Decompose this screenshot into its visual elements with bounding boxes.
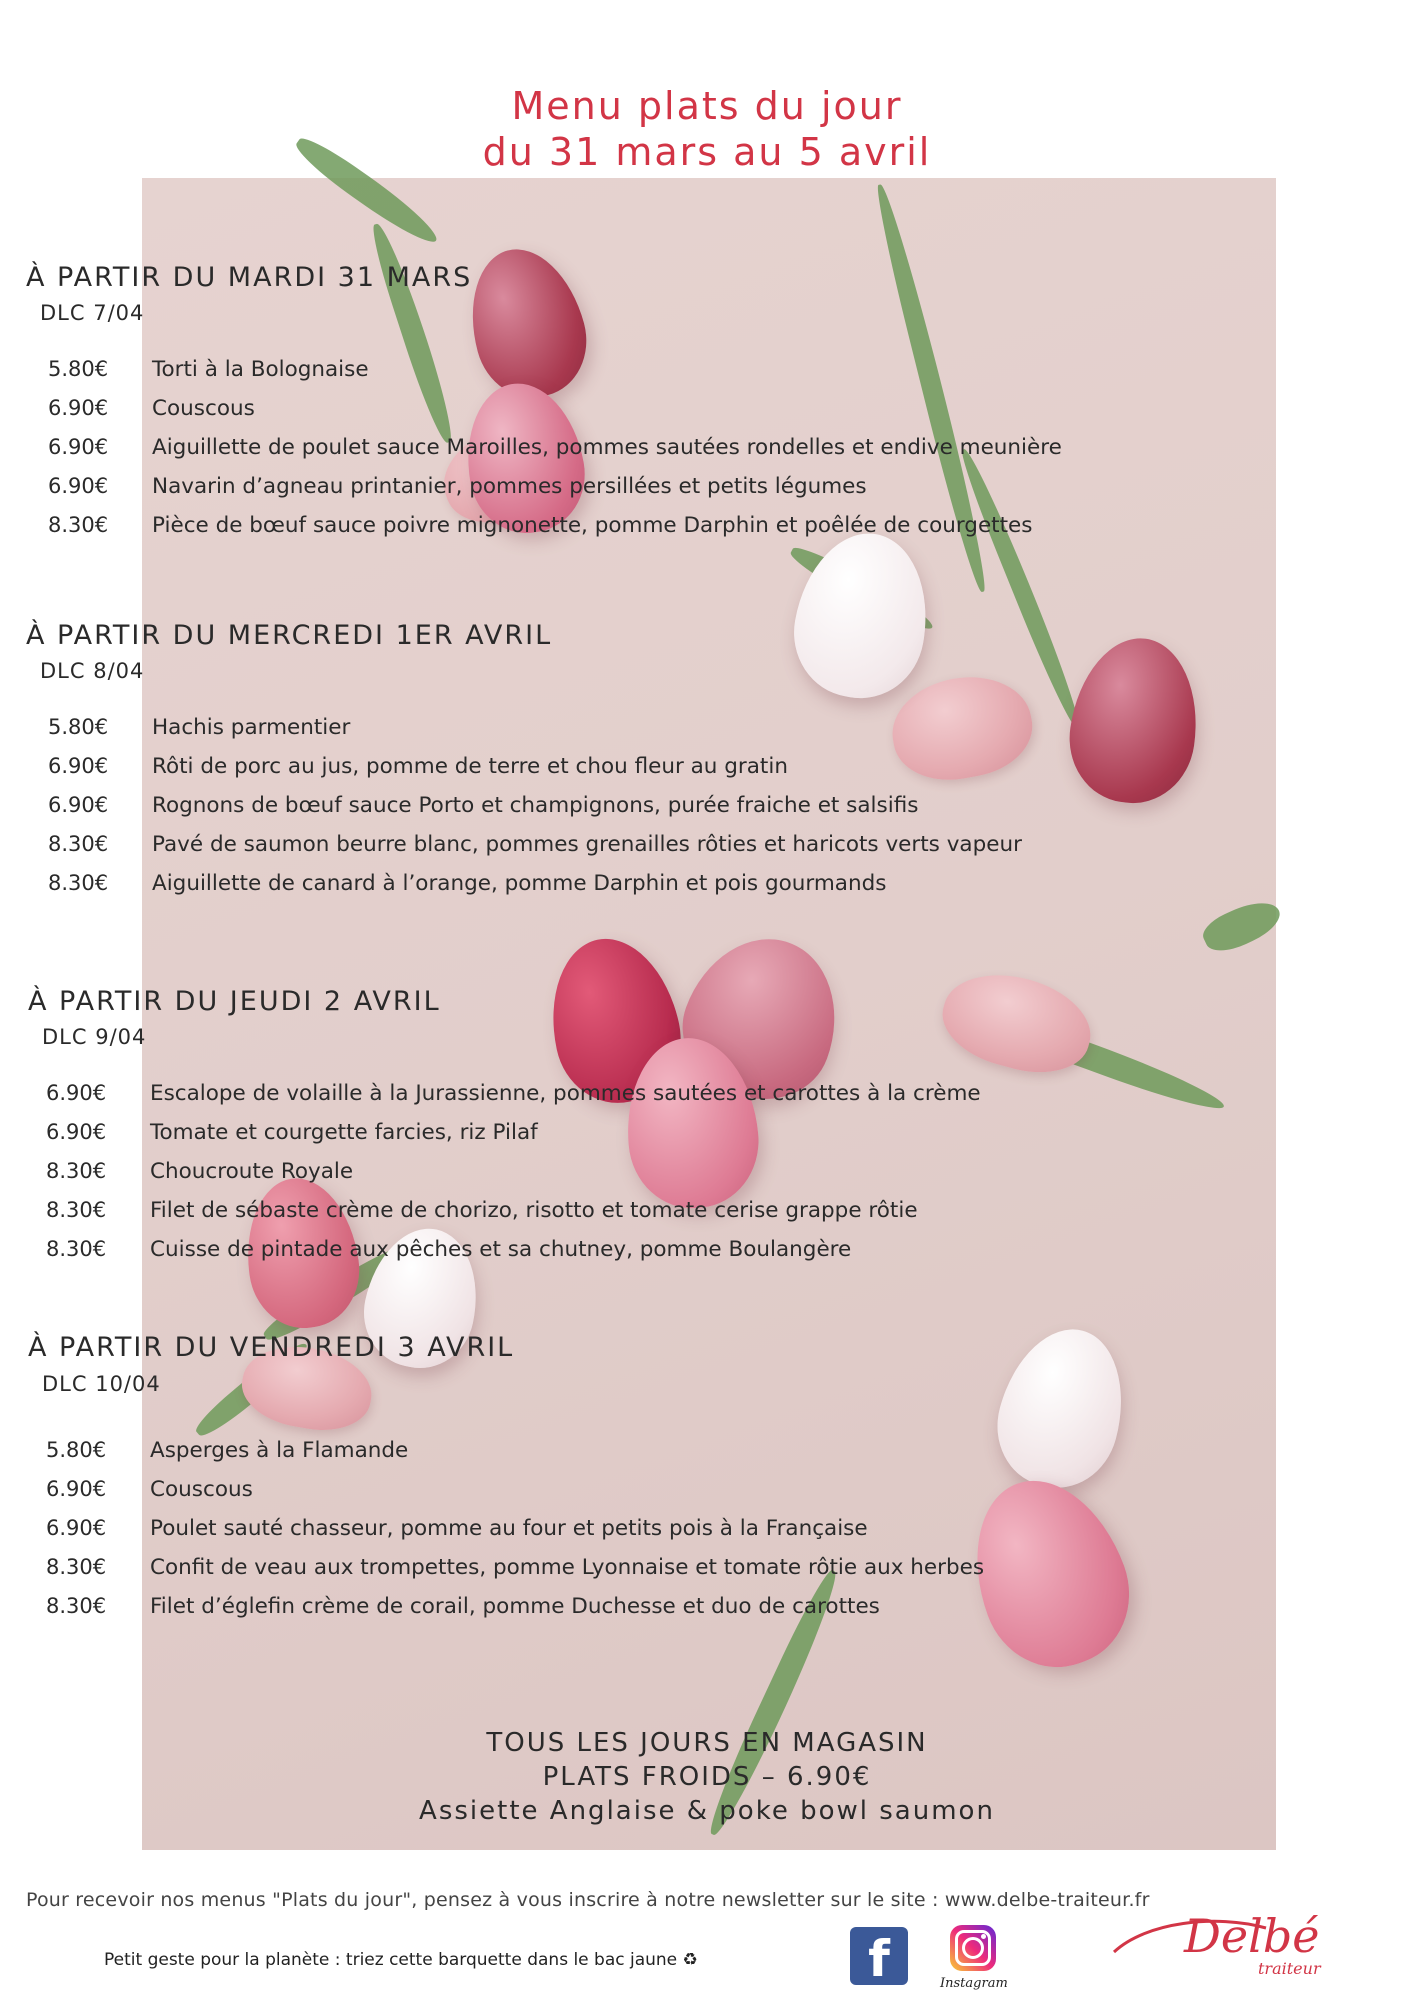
item-dish: Pavé de saumon beurre blanc, pommes grenailles rôties et haricots verts vapeur <box>152 832 1022 857</box>
item-dish: Couscous <box>152 396 255 421</box>
menu-title: Menu plats du jour <box>511 84 903 128</box>
item-price: 8.30€ <box>48 871 109 895</box>
logo-wordmark: Delbé <box>1184 1909 1320 1963</box>
item-price: 8.30€ <box>46 1555 107 1579</box>
item-price: 6.90€ <box>48 793 109 817</box>
item-dish: Asperges à la Flamande <box>150 1438 409 1463</box>
item-price: 6.90€ <box>48 474 109 498</box>
item-price: 8.30€ <box>46 1198 107 1222</box>
item-price: 5.80€ <box>46 1438 107 1462</box>
item-dish: Couscous <box>150 1477 253 1502</box>
item-dish: Choucroute Royale <box>150 1159 354 1184</box>
item-price: 6.90€ <box>46 1081 107 1105</box>
item-dish: Torti à la Bolognaise <box>152 357 369 382</box>
dlc-label: DLC 9/04 <box>42 1025 147 1049</box>
item-dish: Escalope de volaille à la Jurassienne, pommes sautées et carottes à la crème <box>150 1081 981 1106</box>
item-price: 6.90€ <box>46 1120 107 1144</box>
everyday-heading: TOUS LES JOURS EN MAGASIN <box>486 1728 928 1758</box>
item-dish: Filet d’églefin crème de corail, pomme Duchesse et duo de carottes <box>150 1594 880 1619</box>
item-dish: Confit de veau aux trompettes, pomme Lyonnaise et tomate rôtie aux herbes <box>150 1555 985 1580</box>
instagram-icon[interactable] <box>950 1925 996 1971</box>
newsletter-text: Pour recevoir nos menus "Plats du jour", pensez à vous inscrire à notre newsletter sur le site : www.delbe-traiteur.fr <box>26 1889 1150 1911</box>
section-heading: À PARTIR DU JEUDI 2 AVRIL <box>28 986 441 1017</box>
item-price: 6.90€ <box>46 1516 107 1540</box>
logo-subtext: traiteur <box>1258 1959 1321 1978</box>
section-heading: À PARTIR DU MARDI 31 MARS <box>26 262 473 293</box>
item-dish: Aiguillette de canard à l’orange, pomme Darphin et pois gourmands <box>152 871 887 896</box>
item-dish: Tomate et courgette farcies, riz Pilaf <box>150 1120 538 1145</box>
item-price: 8.30€ <box>48 513 109 537</box>
item-dish: Filet de sébaste crème de chorizo, risotto et tomate cerise grappe rôtie <box>150 1198 918 1223</box>
item-price: 8.30€ <box>46 1237 107 1261</box>
section-heading: À PARTIR DU VENDREDI 3 AVRIL <box>28 1332 515 1363</box>
item-price: 8.30€ <box>46 1594 107 1618</box>
dlc-label: DLC 7/04 <box>40 301 145 325</box>
dlc-label: DLC 10/04 <box>42 1372 161 1396</box>
recycle-notice: Petit geste pour la planète : triez cette barquette dans le bac jaune ♻ <box>104 1950 698 1970</box>
item-dish: Pièce de bœuf sauce poivre mignonette, pomme Darphin et poêlée de courgettes <box>152 513 1033 538</box>
item-dish: Poulet sauté chasseur, pomme au four et petits pois à la Française <box>150 1516 868 1541</box>
item-price: 6.90€ <box>48 396 109 420</box>
menu-date-range: du 31 mars au 5 avril <box>482 130 932 174</box>
item-dish: Cuisse de pintade aux pêches et sa chutney, pomme Boulangère <box>150 1237 852 1262</box>
item-dish: Rôti de porc au jus, pomme de terre et chou fleur au gratin <box>152 754 788 779</box>
item-price: 6.90€ <box>48 435 109 459</box>
item-dish: Hachis parmentier <box>152 715 351 740</box>
everyday-block <box>0 1726 1414 1828</box>
item-price: 8.30€ <box>46 1159 107 1183</box>
item-price: 5.80€ <box>48 715 109 739</box>
item-dish: Navarin d’agneau printanier, pommes persillées et petits légumes <box>152 474 867 499</box>
item-price: 6.90€ <box>46 1477 107 1501</box>
item-dish: Rognons de bœuf sauce Porto et champignons, purée fraiche et salsifis <box>152 793 919 818</box>
cold-dishes-price: PLATS FROIDS – 6.90€ <box>542 1762 872 1792</box>
item-dish: Aiguillette de poulet sauce Maroilles, pommes sautées rondelles et endive meunière <box>152 435 1062 460</box>
item-price: 8.30€ <box>48 832 109 856</box>
cold-dishes-list: Assiette Anglaise & poke bowl saumon <box>419 1796 995 1826</box>
section-heading: À PARTIR DU MERCREDI 1ER AVRIL <box>26 620 553 651</box>
item-price: 6.90€ <box>48 754 109 778</box>
facebook-icon[interactable]: f <box>850 1927 908 1985</box>
delbe-traiteur-logo <box>1106 1900 1326 1980</box>
instagram-label: Instagram <box>940 1976 1008 1991</box>
item-price: 5.80€ <box>48 357 109 381</box>
dlc-label: DLC 8/04 <box>40 659 145 683</box>
